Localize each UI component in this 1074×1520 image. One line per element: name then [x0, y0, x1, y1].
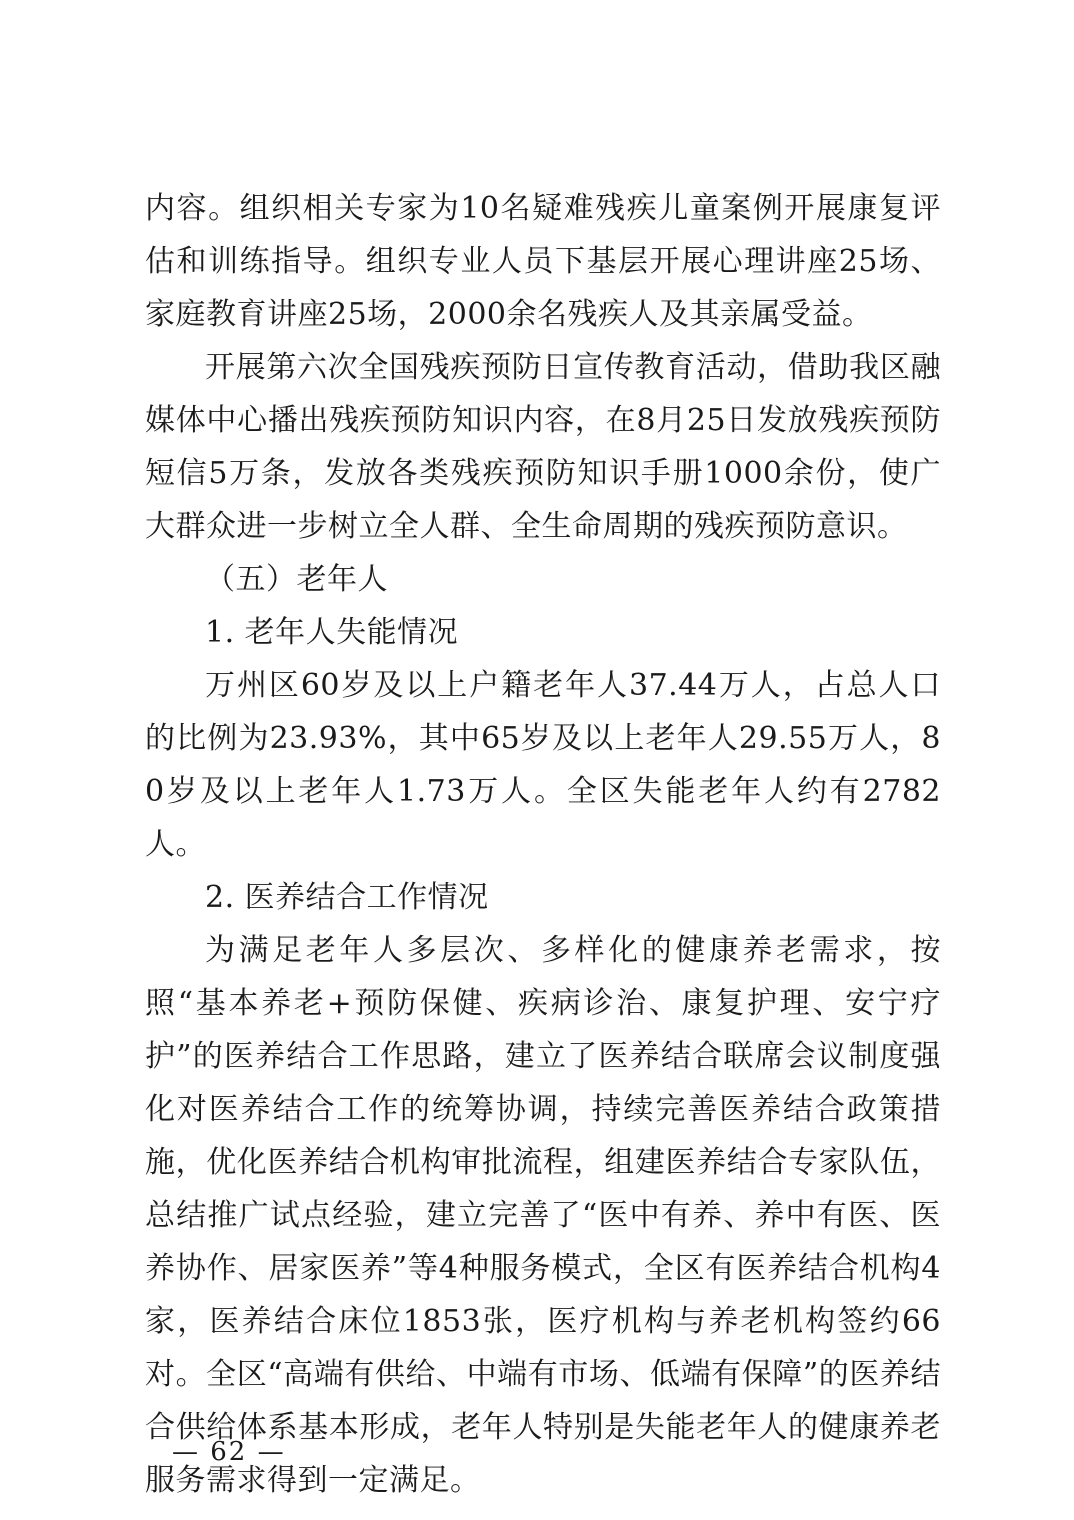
subheading-medical-elderly-care: 2. 医养结合工作情况 — [205, 880, 489, 915]
document-body — [145, 182, 941, 1507]
page-number: — 62 — — [172, 1437, 286, 1467]
paragraph-medical-elderly-care: 为满足老年人多层次、多样化的健康养老需求，按照“基本养老+预防保健、疾病诊治、康复护理、安宁疗护”的医养结合工作思路，建立了医养结合联席会议制度强化对医养结合工作的统筹协调，持续完善医养结合政策措施，优化医养结合机构审批流程，组建医养结合专家队伍，总结推广试点经验，建立完善了“医中有养、养中有医、医养协作、居家医养”等4种服务模式，全区有医养结合机构4家，医养结合床位1853张，医疗机构与养老机构签约66对。全区“高端有供给、中端有市场、低端有保障”的医养结合供给体系基本形成，老年人特别是失能老年人的健康养老服务需求得到一定满足。 — [145, 933, 941, 1498]
section-heading-elderly: （五）老年人 — [205, 562, 388, 597]
paragraph-rehab-guidance: 内容。组织相关专家为10名疑难残疾儿童案例开展康复评估和训练指导。组织专业人员下基层开展心理讲座25场、家庭教育讲座25场，2000余名残疾人及其亲属受益。 — [145, 191, 941, 332]
paragraph-disability-prevention-day: 开展第六次全国残疾预防日宣传教育活动，借助我区融媒体中心播出残疾预防知识内容，在8月25日发放残疾预防短信5万条，发放各类残疾预防知识手册1000余份，使广大群众进一步树立全人群、全生命周期的残疾预防意识。 — [145, 350, 941, 544]
paragraph-elderly-statistics: 万州区60岁及以上户籍老年人37.44万人，占总人口的比例为23.93%，其中65岁及以上老年人29.55万人，80岁及以上老年人1.73万人。全区失能老年人约有2782人。 — [145, 668, 941, 862]
subheading-elderly-disability: 1. 老年人失能情况 — [205, 615, 459, 650]
